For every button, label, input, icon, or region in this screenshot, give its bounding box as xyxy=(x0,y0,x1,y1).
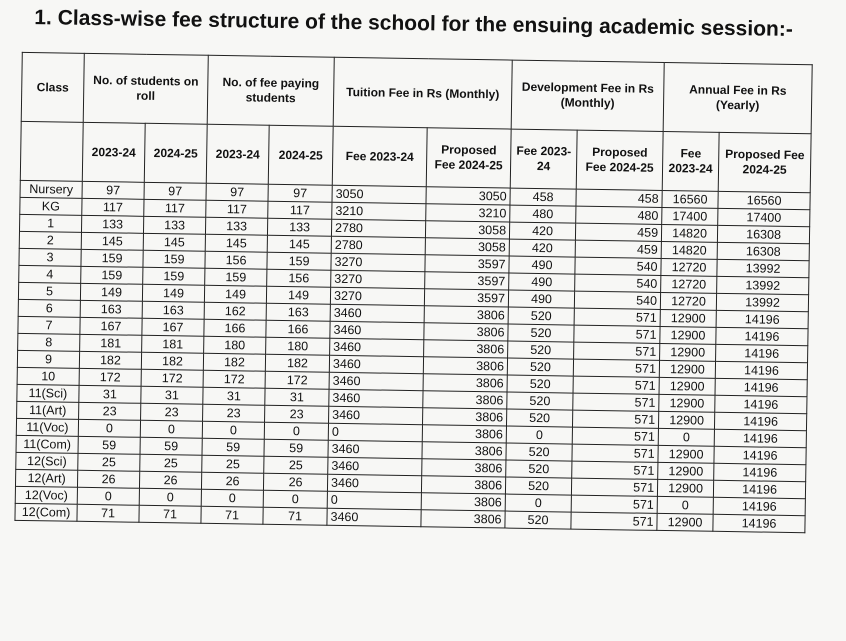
value-cell: 117 xyxy=(82,198,144,216)
value-cell: 16560 xyxy=(718,191,810,209)
value-cell: 0 xyxy=(140,420,202,438)
value-cell: 490 xyxy=(509,273,575,291)
value-cell: 17400 xyxy=(718,208,810,226)
value-cell: 12900 xyxy=(658,445,714,463)
value-cell: 3050 xyxy=(332,185,426,203)
value-cell: 3597 xyxy=(424,289,508,307)
value-cell: 520 xyxy=(505,511,571,529)
value-cell: 3460 xyxy=(329,355,423,373)
value-cell: 31 xyxy=(141,386,203,404)
value-cell: 71 xyxy=(263,507,327,525)
value-cell: 180 xyxy=(204,336,266,354)
value-cell: 14196 xyxy=(713,514,805,532)
value-cell: 3270 xyxy=(331,253,425,271)
value-cell: 3460 xyxy=(328,457,422,475)
value-cell: 133 xyxy=(143,216,205,234)
subheader-cell: Proposed Fee 2024-25 xyxy=(576,130,663,190)
value-cell: 12900 xyxy=(657,513,713,531)
value-cell: 3210 xyxy=(332,202,426,220)
value-cell: 12900 xyxy=(660,326,716,344)
value-cell: 3050 xyxy=(426,187,510,205)
value-cell: 571 xyxy=(573,393,659,411)
header-fee-paying-students: No. of fee paying students xyxy=(207,55,334,126)
value-cell: 520 xyxy=(507,409,573,427)
value-cell: 0 xyxy=(78,419,140,437)
value-cell: 117 xyxy=(144,199,206,217)
value-cell: 12900 xyxy=(659,394,715,412)
value-cell: 145 xyxy=(143,233,205,251)
value-cell: 540 xyxy=(575,274,661,292)
value-cell: 12720 xyxy=(661,275,717,293)
class-cell: 10 xyxy=(17,367,79,385)
value-cell: 459 xyxy=(575,240,661,258)
value-cell: 117 xyxy=(206,200,268,218)
class-cell: 11(Sci) xyxy=(17,384,79,402)
class-cell: 12(Sci) xyxy=(16,452,78,470)
value-cell: 31 xyxy=(265,388,329,406)
value-cell: 520 xyxy=(508,324,574,342)
class-cell: 3 xyxy=(19,248,81,266)
value-cell: 3806 xyxy=(421,493,505,511)
subheader-cell: 2024-25 xyxy=(144,123,207,183)
value-cell: 31 xyxy=(79,385,141,403)
value-cell: 3460 xyxy=(330,321,424,339)
value-cell: 14820 xyxy=(661,241,717,259)
value-cell: 23 xyxy=(203,404,265,422)
value-cell: 149 xyxy=(266,286,330,304)
value-cell: 117 xyxy=(268,201,332,219)
value-cell: 3270 xyxy=(331,270,425,288)
class-cell: 12(Com) xyxy=(15,503,77,521)
value-cell: 0 xyxy=(77,487,139,505)
value-cell: 26 xyxy=(77,470,139,488)
value-cell: 145 xyxy=(267,235,331,253)
value-cell: 172 xyxy=(265,371,329,389)
value-cell: 14196 xyxy=(713,497,805,515)
class-cell: 7 xyxy=(18,316,80,334)
value-cell: 3460 xyxy=(329,389,423,407)
value-cell: 162 xyxy=(204,302,266,320)
value-cell: 3597 xyxy=(425,255,509,273)
value-cell: 3597 xyxy=(425,272,509,290)
value-cell: 23 xyxy=(79,402,141,420)
value-cell: 480 xyxy=(576,206,662,224)
value-cell: 13992 xyxy=(717,276,809,294)
subheader-cell: Fee 2023-24 xyxy=(510,129,577,189)
value-cell: 14196 xyxy=(716,344,808,362)
value-cell: 23 xyxy=(265,405,329,423)
value-cell: 182 xyxy=(79,351,141,369)
value-cell: 16308 xyxy=(717,225,809,243)
value-cell: 133 xyxy=(205,217,267,235)
value-cell: 480 xyxy=(510,205,576,223)
class-cell: 4 xyxy=(19,265,81,283)
value-cell: 159 xyxy=(205,268,267,286)
subheader-cell: 2023-24 xyxy=(82,122,145,182)
class-cell: 11(Art) xyxy=(17,401,79,419)
value-cell: 167 xyxy=(142,318,204,336)
value-cell: 520 xyxy=(506,460,572,478)
value-cell: 3460 xyxy=(329,406,423,424)
value-cell: 14820 xyxy=(661,224,717,242)
value-cell: 59 xyxy=(78,436,140,454)
class-cell: 12(Voc) xyxy=(15,486,77,504)
value-cell: 458 xyxy=(510,188,576,206)
value-cell: 13992 xyxy=(716,293,808,311)
value-cell: 2780 xyxy=(331,236,425,254)
subheader-cell: 2024-25 xyxy=(268,125,333,185)
value-cell: 459 xyxy=(575,223,661,241)
value-cell: 571 xyxy=(572,444,658,462)
header-class: Class xyxy=(21,52,84,122)
value-cell: 571 xyxy=(574,342,660,360)
subheader-cell: Proposed Fee 2024-25 xyxy=(426,128,511,188)
value-cell: 149 xyxy=(204,285,266,303)
value-cell: 3058 xyxy=(425,238,509,256)
value-cell: 13992 xyxy=(717,259,809,277)
value-cell: 0 xyxy=(506,426,572,444)
class-cell: 11(Voc) xyxy=(16,418,78,436)
value-cell: 97 xyxy=(82,181,144,199)
value-cell: 71 xyxy=(77,504,139,522)
value-cell: 97 xyxy=(144,182,206,200)
value-cell: 3460 xyxy=(327,508,421,526)
value-cell: 14196 xyxy=(714,429,806,447)
value-cell: 571 xyxy=(574,325,660,343)
value-cell: 490 xyxy=(509,256,575,274)
value-cell: 145 xyxy=(205,234,267,252)
value-cell: 156 xyxy=(205,251,267,269)
value-cell: 163 xyxy=(142,301,204,319)
value-cell: 12900 xyxy=(660,343,716,361)
value-cell: 490 xyxy=(508,290,574,308)
value-cell: 12900 xyxy=(659,360,715,378)
value-cell: 25 xyxy=(140,454,202,472)
value-cell: 182 xyxy=(265,354,329,372)
value-cell: 159 xyxy=(143,250,205,268)
value-cell: 167 xyxy=(80,317,142,335)
value-cell: 149 xyxy=(142,284,204,302)
value-cell: 181 xyxy=(80,334,142,352)
value-cell: 16560 xyxy=(662,190,718,208)
value-cell: 571 xyxy=(574,308,660,326)
value-cell: 71 xyxy=(201,506,263,524)
value-cell: 172 xyxy=(79,368,141,386)
value-cell: 23 xyxy=(141,403,203,421)
value-cell: 12720 xyxy=(661,258,717,276)
value-cell: 520 xyxy=(508,341,574,359)
value-cell: 14196 xyxy=(714,463,806,481)
value-cell: 12900 xyxy=(659,377,715,395)
value-cell: 71 xyxy=(139,505,201,523)
subheader-cell: Fee 2023-24 xyxy=(662,131,719,191)
value-cell: 26 xyxy=(263,473,327,491)
value-cell: 3460 xyxy=(328,440,422,458)
value-cell: 3806 xyxy=(423,391,507,409)
value-cell: 14196 xyxy=(715,378,807,396)
class-cell: Nursery xyxy=(20,180,82,198)
value-cell: 571 xyxy=(571,512,657,530)
value-cell: 520 xyxy=(507,375,573,393)
value-cell: 156 xyxy=(267,269,331,287)
class-cell: 1 xyxy=(19,214,81,232)
value-cell: 181 xyxy=(142,335,204,353)
value-cell: 420 xyxy=(509,239,575,257)
value-cell: 3806 xyxy=(424,323,508,341)
value-cell: 0 xyxy=(328,423,422,441)
value-cell: 3460 xyxy=(330,338,424,356)
value-cell: 540 xyxy=(575,257,661,275)
value-cell: 12900 xyxy=(660,309,716,327)
header-students-on-roll: No. of students on roll xyxy=(83,53,208,124)
class-cell: 8 xyxy=(18,333,80,351)
value-cell: 0 xyxy=(658,428,714,446)
value-cell: 540 xyxy=(574,291,660,309)
value-cell: 182 xyxy=(203,353,265,371)
value-cell: 159 xyxy=(81,249,143,267)
value-cell: 12900 xyxy=(658,462,714,480)
value-cell: 16308 xyxy=(717,242,809,260)
value-cell: 3210 xyxy=(426,204,510,222)
value-cell: 14196 xyxy=(715,395,807,413)
value-cell: 97 xyxy=(206,183,268,201)
value-cell: 420 xyxy=(509,222,575,240)
value-cell: 159 xyxy=(267,252,331,270)
value-cell: 59 xyxy=(264,439,328,457)
value-cell: 3806 xyxy=(421,510,505,528)
value-cell: 166 xyxy=(266,320,330,338)
value-cell: 3460 xyxy=(329,372,423,390)
value-cell: 0 xyxy=(202,421,264,439)
class-cell: 11(Com) xyxy=(16,435,78,453)
value-cell: 0 xyxy=(327,491,421,509)
value-cell: 172 xyxy=(203,370,265,388)
value-cell: 14196 xyxy=(714,446,806,464)
value-cell: 3806 xyxy=(424,340,508,358)
page-heading: 1. Class-wise fee structure of the school for the ensuing academic session:- xyxy=(34,6,793,41)
value-cell: 3806 xyxy=(423,408,507,426)
value-cell: 458 xyxy=(576,189,662,207)
value-cell: 159 xyxy=(143,267,205,285)
value-cell: 59 xyxy=(202,438,264,456)
value-cell: 12900 xyxy=(657,479,713,497)
value-cell: 3460 xyxy=(330,304,424,322)
value-cell: 3806 xyxy=(424,306,508,324)
value-cell: 145 xyxy=(81,232,143,250)
value-cell: 163 xyxy=(80,300,142,318)
value-cell: 520 xyxy=(507,392,573,410)
value-cell: 133 xyxy=(81,215,143,233)
class-cell: 5 xyxy=(18,282,80,300)
header-annual-fee: Annual Fee in Rs (Yearly) xyxy=(663,62,812,133)
value-cell: 149 xyxy=(80,283,142,301)
value-cell: 159 xyxy=(81,266,143,284)
value-cell: 3806 xyxy=(422,459,506,477)
value-cell: 163 xyxy=(266,303,330,321)
value-cell: 14196 xyxy=(716,327,808,345)
value-cell: 0 xyxy=(264,422,328,440)
value-cell: 166 xyxy=(204,319,266,337)
value-cell: 133 xyxy=(267,218,331,236)
value-cell: 3806 xyxy=(423,357,507,375)
value-cell: 571 xyxy=(573,376,659,394)
header-class-blank xyxy=(20,121,83,181)
value-cell: 571 xyxy=(571,495,657,513)
value-cell: 0 xyxy=(505,494,571,512)
value-cell: 14196 xyxy=(713,480,805,498)
class-cell: 9 xyxy=(17,350,79,368)
value-cell: 571 xyxy=(573,410,659,428)
fee-table-body xyxy=(15,180,810,532)
class-cell: KG xyxy=(20,197,82,215)
value-cell: 520 xyxy=(505,477,571,495)
subheader-cell: Proposed Fee 2024-25 xyxy=(718,132,811,192)
value-cell: 12900 xyxy=(659,411,715,429)
value-cell: 97 xyxy=(268,184,332,202)
value-cell: 0 xyxy=(657,496,713,514)
class-cell: 12(Art) xyxy=(15,469,77,487)
value-cell: 12720 xyxy=(660,292,716,310)
value-cell: 0 xyxy=(139,488,201,506)
value-cell: 17400 xyxy=(662,207,718,225)
fee-structure-table xyxy=(14,52,812,533)
class-cell: 6 xyxy=(18,299,80,317)
value-cell: 26 xyxy=(139,471,201,489)
value-cell: 3806 xyxy=(422,442,506,460)
value-cell: 25 xyxy=(78,453,140,471)
header-row-main xyxy=(21,52,812,133)
value-cell: 31 xyxy=(203,387,265,405)
value-cell: 520 xyxy=(508,307,574,325)
value-cell: 180 xyxy=(266,337,330,355)
value-cell: 182 xyxy=(141,352,203,370)
value-cell: 25 xyxy=(264,456,328,474)
value-cell: 520 xyxy=(507,358,573,376)
value-cell: 3270 xyxy=(330,287,424,305)
class-cell: 2 xyxy=(19,231,81,249)
value-cell: 172 xyxy=(141,369,203,387)
value-cell: 59 xyxy=(140,437,202,455)
subheader-cell: Fee 2023-24 xyxy=(332,126,427,186)
value-cell: 3806 xyxy=(423,374,507,392)
value-cell: 3058 xyxy=(425,221,509,239)
value-cell: 571 xyxy=(573,359,659,377)
header-tuition-fee: Tuition Fee in Rs (Monthly) xyxy=(333,57,512,129)
value-cell: 0 xyxy=(263,490,327,508)
header-development-fee: Development Fee in Rs (Monthly) xyxy=(511,60,664,131)
value-cell: 2780 xyxy=(331,219,425,237)
value-cell: 14196 xyxy=(715,412,807,430)
value-cell: 3806 xyxy=(421,476,505,494)
value-cell: 571 xyxy=(572,461,658,479)
value-cell: 26 xyxy=(201,472,263,490)
value-cell: 520 xyxy=(506,443,572,461)
subheader-cell: 2023-24 xyxy=(206,124,269,184)
value-cell: 14196 xyxy=(716,310,808,328)
value-cell: 571 xyxy=(572,427,658,445)
value-cell: 571 xyxy=(571,478,657,496)
value-cell: 14196 xyxy=(715,361,807,379)
value-cell: 0 xyxy=(201,489,263,507)
value-cell: 3460 xyxy=(327,474,421,492)
value-cell: 25 xyxy=(202,455,264,473)
value-cell: 3806 xyxy=(422,425,506,443)
